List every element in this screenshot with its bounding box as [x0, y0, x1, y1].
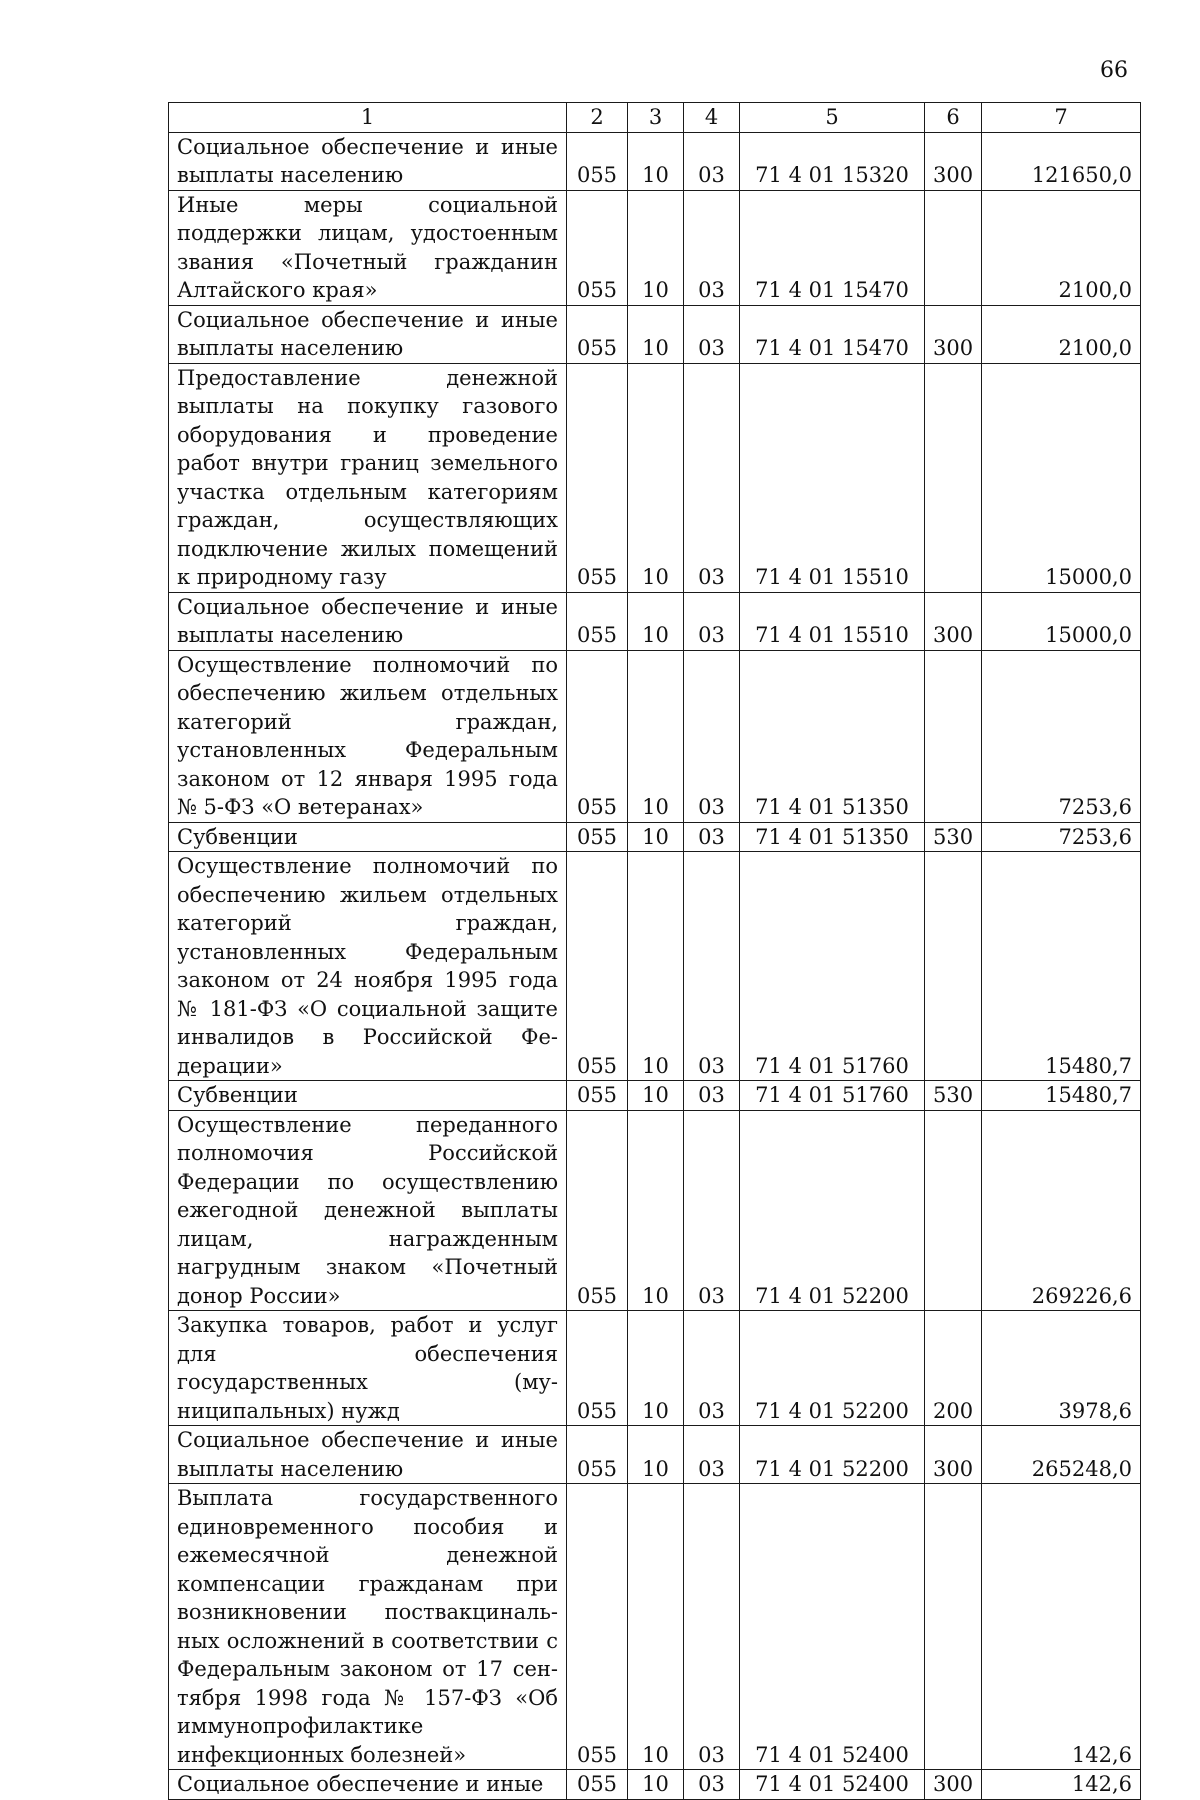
table-row [169, 592, 1141, 650]
row-ministry-code: 055 [567, 592, 628, 650]
row-amount: 2100,0 [982, 305, 1141, 363]
row-section-code: 10 [628, 305, 684, 363]
table-header [169, 103, 1141, 133]
row-section-code: 10 [628, 132, 684, 190]
row-ministry-code: 055 [567, 1311, 628, 1426]
row-target-article: 71 4 01 51760 [740, 852, 925, 1081]
table-row [169, 852, 1141, 1081]
row-ministry-code: 055 [567, 1770, 628, 1800]
row-target-article: 71 4 01 15470 [740, 305, 925, 363]
row-section-code: 10 [628, 1311, 684, 1426]
table-row [169, 1081, 1141, 1111]
row-ministry-code: 055 [567, 1110, 628, 1311]
table-row [169, 1484, 1141, 1770]
row-ministry-code: 055 [567, 650, 628, 822]
row-target-article: 71 4 01 52200 [740, 1110, 925, 1311]
row-target-article: 71 4 01 51350 [740, 822, 925, 852]
row-target-article: 71 4 01 15470 [740, 190, 925, 305]
row-expense-type [925, 1484, 982, 1770]
table-row [169, 650, 1141, 822]
row-target-article: 71 4 01 52200 [740, 1311, 925, 1426]
row-amount: 15000,0 [982, 363, 1141, 592]
row-target-article: 71 4 01 52200 [740, 1426, 925, 1484]
row-amount: 7253,6 [982, 822, 1141, 852]
row-expense-type: 300 [925, 592, 982, 650]
table-row [169, 363, 1141, 592]
row-amount: 7253,6 [982, 650, 1141, 822]
header-col-7: 7 [982, 103, 1141, 133]
row-subsection-code: 03 [684, 822, 740, 852]
row-section-code: 10 [628, 1770, 684, 1800]
row-amount: 142,6 [982, 1484, 1141, 1770]
header-col-3: 3 [628, 103, 684, 133]
row-amount: 269226,6 [982, 1110, 1141, 1311]
row-description: Социальное обеспечение и иные выплаты населению [169, 592, 567, 650]
row-target-article: 71 4 01 51760 [740, 1081, 925, 1111]
row-target-article: 71 4 01 15320 [740, 132, 925, 190]
row-amount: 15000,0 [982, 592, 1141, 650]
row-expense-type [925, 190, 982, 305]
row-target-article: 71 4 01 52400 [740, 1484, 925, 1770]
row-expense-type: 300 [925, 305, 982, 363]
table-row [169, 190, 1141, 305]
table-row [169, 822, 1141, 852]
row-expense-type [925, 363, 982, 592]
header-col-6: 6 [925, 103, 982, 133]
row-section-code: 10 [628, 852, 684, 1081]
row-description: Осуществление полномочий по обеспечению жильем отдельных категорий граждан, установленных Федеральным законом от 12 января 1995 года № 5-ФЗ «О ветеранах» [169, 650, 567, 822]
row-expense-type: 530 [925, 1081, 982, 1111]
row-description: Осуществление полномочий по обеспечению жильем отдельных категорий граждан, установленных Федеральным законом от 24 ноября 1995 года № 181-ФЗ «О социальной защите инвалидов в Российской Федерации» [169, 852, 567, 1081]
row-section-code: 10 [628, 822, 684, 852]
row-section-code: 10 [628, 1081, 684, 1111]
table-row [169, 1770, 1141, 1800]
row-description: Социальное обеспечение и иные выплаты населению [169, 305, 567, 363]
row-ministry-code: 055 [567, 132, 628, 190]
row-ministry-code: 055 [567, 1426, 628, 1484]
row-subsection-code: 03 [684, 852, 740, 1081]
row-description: Социальное обеспечение и иные выплаты населению [169, 1426, 567, 1484]
row-description: Предоставление денежной выплаты на покупку газового оборудования и проведение работ внутри границ земельного участка отдельным категориям граждан, осуществляющих подключение жилых помещений к природному газу [169, 363, 567, 592]
row-subsection-code: 03 [684, 1426, 740, 1484]
header-col-1: 1 [169, 103, 567, 133]
row-subsection-code: 03 [684, 190, 740, 305]
row-section-code: 10 [628, 363, 684, 592]
row-target-article: 71 4 01 15510 [740, 592, 925, 650]
row-description: Субвенции [169, 1081, 567, 1111]
table-row [169, 1110, 1141, 1311]
row-expense-type [925, 852, 982, 1081]
row-target-article: 71 4 01 15510 [740, 363, 925, 592]
row-amount: 3978,6 [982, 1311, 1141, 1426]
row-subsection-code: 03 [684, 1110, 740, 1311]
row-subsection-code: 03 [684, 592, 740, 650]
table-body [169, 132, 1141, 1799]
table-row [169, 305, 1141, 363]
page-number: 66 [1100, 58, 1128, 83]
row-expense-type: 300 [925, 132, 982, 190]
row-ministry-code: 055 [567, 852, 628, 1081]
row-section-code: 10 [628, 1484, 684, 1770]
header-col-5: 5 [740, 103, 925, 133]
row-expense-type: 300 [925, 1770, 982, 1800]
row-section-code: 10 [628, 592, 684, 650]
row-subsection-code: 03 [684, 305, 740, 363]
row-amount: 265248,0 [982, 1426, 1141, 1484]
row-subsection-code: 03 [684, 1484, 740, 1770]
row-ministry-code: 055 [567, 305, 628, 363]
row-amount: 2100,0 [982, 190, 1141, 305]
row-amount: 121650,0 [982, 132, 1141, 190]
row-amount: 15480,7 [982, 852, 1141, 1081]
row-description: Социальное обеспечение и иные [169, 1770, 567, 1800]
row-subsection-code: 03 [684, 1081, 740, 1111]
row-ministry-code: 055 [567, 822, 628, 852]
row-description: Выплата государственного единовременного пособия и ежемесячной денежной компенсации гражданам при возникновении поствакцинальных осложнений в соответствии с Федеральным законом от 17 сентября 1998 года № 157-ФЗ «Об иммунопрофилактике инфекционных болезней» [169, 1484, 567, 1770]
row-subsection-code: 03 [684, 650, 740, 822]
row-amount: 142,6 [982, 1770, 1141, 1800]
row-amount: 15480,7 [982, 1081, 1141, 1111]
row-section-code: 10 [628, 650, 684, 822]
header-col-2: 2 [567, 103, 628, 133]
table-row [169, 132, 1141, 190]
row-expense-type [925, 1110, 982, 1311]
row-expense-type: 300 [925, 1426, 982, 1484]
row-expense-type [925, 650, 982, 822]
row-description: Социальное обеспечение и иные выплаты населению [169, 132, 567, 190]
row-target-article: 71 4 01 52400 [740, 1770, 925, 1800]
row-expense-type: 530 [925, 822, 982, 852]
row-section-code: 10 [628, 1426, 684, 1484]
header-col-4: 4 [684, 103, 740, 133]
row-section-code: 10 [628, 1110, 684, 1311]
row-description: Осуществление переданного полномочия Российской Федерации по осуществлению ежегодной денежной выплаты лицам, награжденным нагрудным знаком «Почетный донор России» [169, 1110, 567, 1311]
row-description: Субвенции [169, 822, 567, 852]
table-row [169, 1426, 1141, 1484]
row-section-code: 10 [628, 190, 684, 305]
row-ministry-code: 055 [567, 363, 628, 592]
row-subsection-code: 03 [684, 1770, 740, 1800]
header-row [169, 103, 1141, 133]
row-subsection-code: 03 [684, 363, 740, 592]
row-ministry-code: 055 [567, 190, 628, 305]
row-description: Закупка товаров, работ и услуг для обеспечения государственных (муниципальных) нужд [169, 1311, 567, 1426]
budget-table [168, 102, 1141, 1800]
row-subsection-code: 03 [684, 132, 740, 190]
row-expense-type: 200 [925, 1311, 982, 1426]
table-row [169, 1311, 1141, 1426]
row-subsection-code: 03 [684, 1311, 740, 1426]
row-target-article: 71 4 01 51350 [740, 650, 925, 822]
row-description: Иные меры социальной поддержки лицам, удостоенным звания «Почетный гражданин Алтайского края» [169, 190, 567, 305]
row-ministry-code: 055 [567, 1484, 628, 1770]
row-ministry-code: 055 [567, 1081, 628, 1111]
